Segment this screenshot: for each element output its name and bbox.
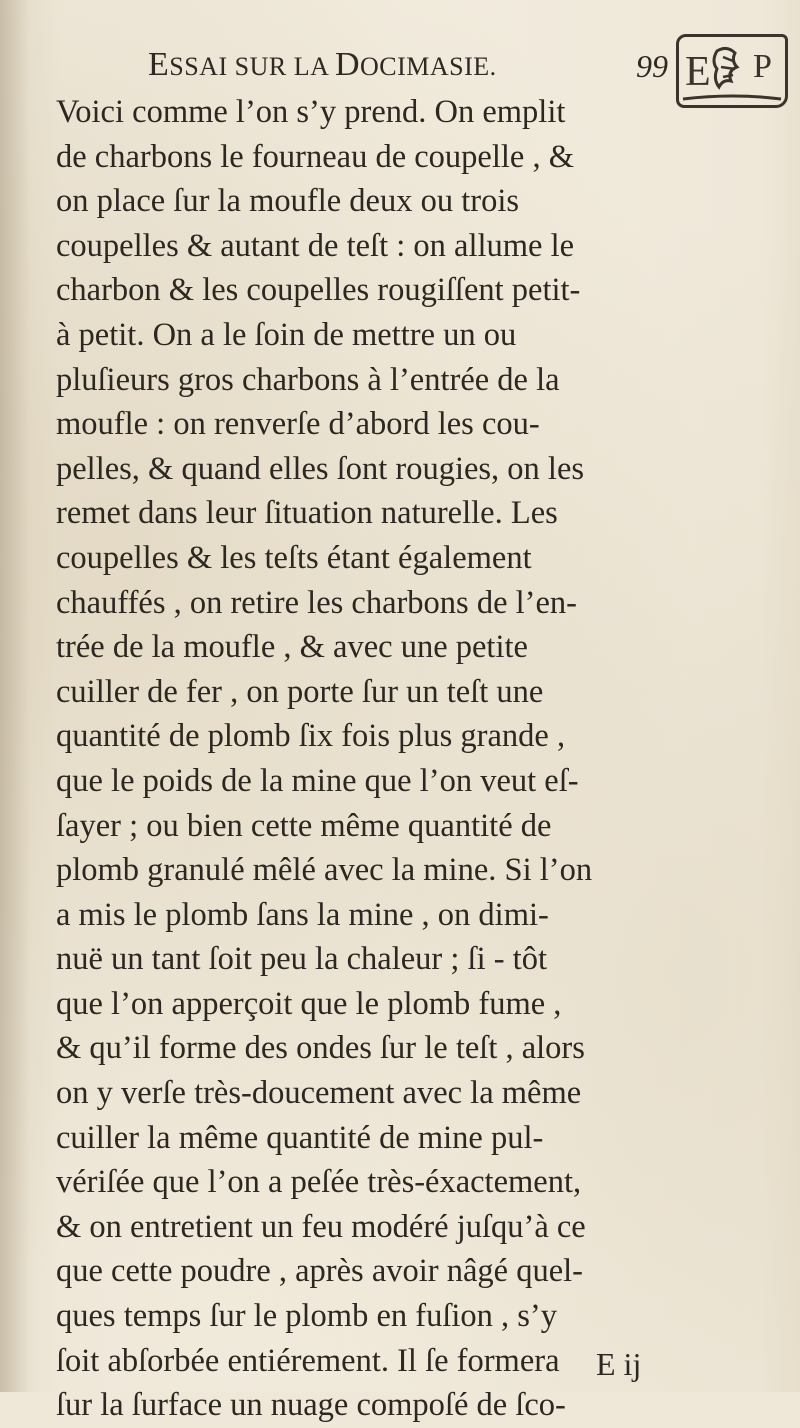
- body-text: [56, 90, 776, 1428]
- text-line-content: que le poids de la mine que l’on veut eſ-: [56, 762, 579, 799]
- text-line-content: Voici comme l’on s’y prend. On emplit: [56, 94, 566, 130]
- text-line-content: on place ſur la moufle deux ou trois: [56, 183, 519, 220]
- text-line: [56, 893, 776, 938]
- text-line-content: que cette poudre , après avoir nâgé quel-: [56, 1253, 583, 1290]
- text-line-content: ſur la ſurface un nuage compoſé de ſco-: [56, 1387, 566, 1424]
- text-line-content: à petit. On a le ſoin de mettre un ou: [56, 316, 517, 353]
- svg-text:E: E: [685, 49, 711, 95]
- text-line-content: ſoit abſorbée entiérement. Il ſe formera: [56, 1342, 560, 1379]
- text-line: [56, 625, 776, 670]
- text-line: [56, 313, 776, 358]
- text-line: [56, 1294, 776, 1339]
- text-line: [56, 1071, 776, 1116]
- text-line: [56, 1160, 776, 1205]
- text-line-content: ques temps ſur le plomb en fuſion , s’y: [56, 1298, 557, 1335]
- text-line: [56, 714, 776, 759]
- text-line: [56, 1026, 776, 1071]
- title-smallcaps-2: OCIMASIE.: [360, 52, 497, 81]
- text-line: [56, 491, 776, 536]
- text-line-content: coupelles & autant de teſt : on allume le: [56, 227, 575, 264]
- svg-text:P: P: [753, 48, 772, 85]
- title-smallcaps-1: SSAI SUR LA: [169, 52, 335, 81]
- text-line: [56, 402, 776, 447]
- text-line: [56, 1249, 776, 1294]
- text-line-content: pelles, & quand elles ſont rougies, on les: [56, 450, 585, 487]
- text-line-content: coupelles & les teſts étant également: [56, 539, 532, 576]
- text-line-content: cuiller de fer , on porte ſur un teſt une: [56, 673, 544, 710]
- text-line: [56, 804, 776, 849]
- text-line: [56, 670, 776, 715]
- text-line-content: charbon & les coupelles rougiſſent petit-: [56, 272, 581, 309]
- text-line-content: remet dans leur ſituation naturelle. Les: [56, 495, 558, 532]
- text-line: [56, 1116, 776, 1161]
- text-line-content: on y verſe très-doucement avec la même: [56, 1075, 582, 1112]
- text-line: [56, 135, 776, 180]
- text-line: [56, 937, 776, 982]
- text-line: [56, 358, 776, 403]
- text-line: [56, 447, 776, 492]
- text-line-content: moufle : on renverſe d’abord les cou-: [56, 406, 540, 443]
- title-initial-2: D: [334, 46, 360, 83]
- text-line-content: vériſée que l’on a peſée très-éxactement,: [56, 1164, 582, 1201]
- text-line: [56, 1339, 776, 1384]
- running-head-title: [148, 46, 497, 84]
- text-line-content: cuiller la même quantité de mine pul-: [56, 1119, 544, 1156]
- text-line: [56, 1383, 776, 1428]
- text-line: [56, 1205, 776, 1250]
- text-line: [56, 759, 776, 804]
- text-line-content: & qu’il forme des ondes ſur le teſt , alors: [56, 1030, 585, 1067]
- text-line-content: ſayer ; ou bien cette même quantité de: [56, 807, 552, 844]
- text-line: [56, 848, 776, 893]
- text-line-content: chauffés , on retire les charbons de l’en-: [56, 584, 577, 621]
- title-initial-1: E: [148, 46, 170, 83]
- gutter-shadow: [0, 0, 30, 1392]
- running-head: [148, 42, 668, 88]
- signature-mark: E ij: [596, 1346, 642, 1382]
- text-line: [56, 581, 776, 626]
- text-line-content: trée de la moufle , & avec une petite: [56, 629, 528, 666]
- text-line: [56, 268, 776, 313]
- text-line-content: & on entretient un feu modéré juſqu’à ce: [56, 1208, 586, 1245]
- text-line: [56, 536, 776, 581]
- text-line-content: plomb granulé mêlé avec la mine. Si l’on: [56, 852, 593, 889]
- text-line-content: pluſieurs gros charbons à l’entrée de la: [56, 361, 560, 398]
- page-number: 99: [636, 48, 668, 84]
- text-line-content: de charbons le fourneau de coupelle , &: [56, 138, 574, 175]
- text-line: [56, 982, 776, 1027]
- text-line-content: quantité de plomb ſix fois plus grande ,: [56, 718, 566, 755]
- text-line-content: nuë un tant ſoit peu la chaleur ; ſi - tôt: [56, 941, 547, 978]
- text-line: [56, 224, 776, 269]
- text-line-content: a mis le plomb ſans la mine , on dimi-: [56, 896, 549, 933]
- text-line-content: que l’on apperçoit que le plomb fume ,: [56, 985, 562, 1022]
- text-line: [56, 179, 776, 224]
- text-line: [56, 90, 776, 135]
